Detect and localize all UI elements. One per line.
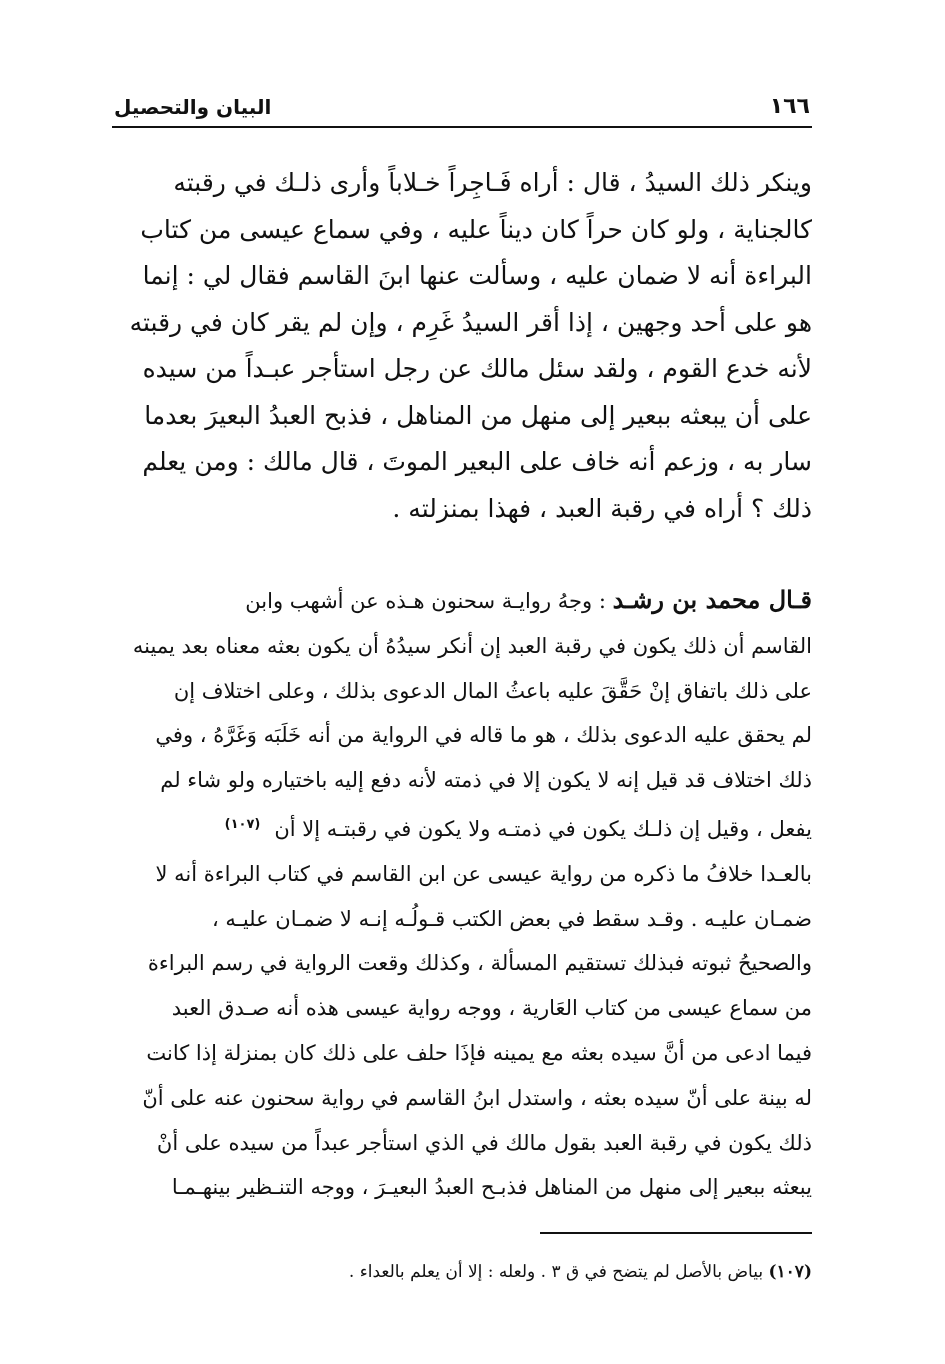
text-line: كالجناية ، ولو كان حراً كان ديناً عليه ، وفي سماع عيسى من كتاب [140,214,812,244]
text-line-with-gap [112,803,812,852]
commentary-first-line [112,578,812,624]
gap-line-text: يفعل ، وقيل إن ذلـك يكون في ذمتـه ولا يكون في رقبتـه إلا أن [274,816,812,841]
text-line: ضمـان عليـه . وقـد سقط في بعض الكتب قـولُـه إنـه لا ضمـان عليـه ، [211,906,812,931]
speaker-name: قـال محمد بن رشـد [612,585,812,614]
footnote [112,1258,812,1286]
footnote-reference[interactable]: (١٠٧) [224,816,261,832]
footnote-text: بياض بالأصل لم يتضح في ق ٣ . ولعله : إلا أن يعلم بالعداء . [348,1262,769,1282]
text-line: ذلك يكون في رقبة العبد بقول مالك في الذي استأجر عبداً من سيده على أنْ [156,1130,812,1155]
commentary-block [112,578,812,1210]
text-line: فيما ادعى من أنَّ سيده بعثه مع يمينه فإذَا حلف على ذلك كان بمنزلة إذا كانت [146,1040,812,1065]
text-line: البراءة أنه لا ضمان عليه ، وسألت عنها ابنَ القاسم فقال لي : إنما [142,261,812,290]
page-number: ١٦٦ [769,94,810,119]
footnote-divider [540,1232,812,1234]
book-title: البيان والتحصيل [114,95,272,119]
text-line: له بينة على أنّ سيده بعثه ، واستدل ابنُ القاسم في رواية سحنون عنه على أنّ [142,1085,812,1110]
running-header [112,92,812,128]
text-line: وينكر ذلك السيدُ ، قال : أراه فَـاجِراً خـلاباً وأرى ذلـك في رقبته [173,168,812,197]
text-line: لم يحقق عليه الدعوى بذلك ، هو ما قاله في الرواية من أنه خَلَبَه وَغَرَّهُ ، وفي [155,723,812,748]
text-line: بالعـدا خلافُ ما ذكره من رواية عيسى عن ابن القاسم في كتاب البراءة أنه لا [155,861,812,886]
text-line: والصحيحُ ثبوته فبذلك تستقيم المسألة ، وكذلك وقعت الرواية في رسم البراءة [147,951,812,976]
quoted-text-block [112,160,812,532]
text-line: هو على أحد وجهين ، إذا أقر السيدُ غَرِم ، وإن لم يقر كان في رقبته [129,307,812,337]
text-line: يبعثه ببعير إلى منهل من المناهل فذبـح العبدُ البعيـرَ ، ووجه التنـظير بينهـمـا [171,1175,812,1200]
footnote-number: (١٠٧) [768,1262,812,1282]
text-line: ذلك ؟ أراه في رقبة العبد ، فهذا بمنزلته . [392,493,812,523]
text-line: من سماع عيسى من كتاب العَارية ، ووجه رواية عيسى هذه أنه صـدق العبد [171,996,812,1021]
text-line: سار به ، وزعم أنه خاف على البعير الموتَ ، قال مالك : ومن يعلم [142,447,812,476]
text-line: على أن يبعثه ببعير إلى منهل من المناهل ، فذبح العبدُ البعيرَ بعدما [144,400,812,430]
commentary-first-line-text: : وجهُ روايـة سحنون هـذه عن أشهب وابن [245,589,613,613]
text-line: القاسم أن ذلك يكون في رقبة العبد إن أنكر سيدُهُ أن يكون بعثه معناه بعد يمينه [132,633,812,658]
text-line: على ذلك باتفاق إنْ حَقَّقَ عليه باعثُ المال الدعوى بذلك ، وعلى اختلاف إن [173,678,812,703]
text-line: ذلك اختلاف قد قيل إنه لا يكون إلا في ذمته لأنه دفع إليه باختياره ولو شاء لم [160,768,812,793]
text-line: لأنه خدع القوم ، ولقد سئل مالك عن رجل استأجر عبـداً من سيده [142,354,812,383]
